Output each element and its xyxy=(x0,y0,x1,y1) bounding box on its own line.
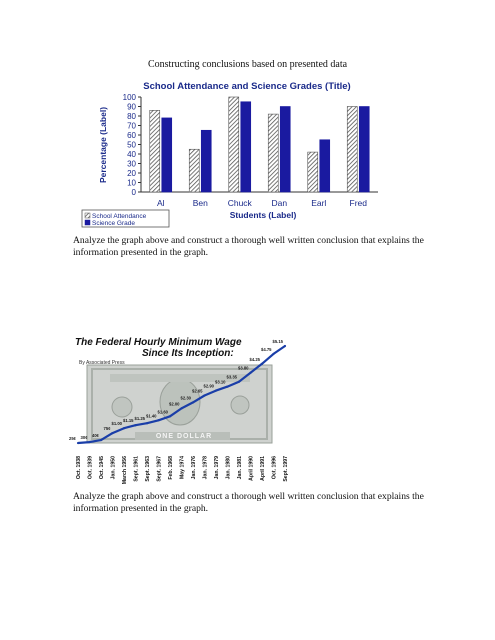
y-tick-label: 90 xyxy=(127,102,136,112)
wage-point-label: $3.35 xyxy=(226,374,237,380)
wage-x-tick-label: Jan. 1981 xyxy=(237,456,243,480)
y-tick-label: 80 xyxy=(127,112,136,121)
y-tick-label: 20 xyxy=(127,169,136,178)
dollar-bill-seal-left xyxy=(112,397,132,417)
bar-chart-y-axis-label: Percentage (Label) xyxy=(98,106,108,184)
y-tick-label: 70 xyxy=(127,121,136,131)
wage-chart-source: By Associated Press xyxy=(79,360,125,366)
wage-point xyxy=(203,394,205,396)
legend-entry: Science Grade xyxy=(92,220,135,227)
x-tick-label: Fred xyxy=(349,198,367,208)
wage-point-label: $1.00 xyxy=(111,421,122,427)
wage-x-tick-label: Sept. 1963 xyxy=(145,456,151,482)
y-tick-label: 100 xyxy=(122,93,136,102)
bar-chart-title: School Attendance and Science Grades (Title) xyxy=(143,81,351,92)
wage-point-label: 25¢ xyxy=(69,436,76,442)
wage-x-tick-label: Oct. 1938 xyxy=(76,456,82,480)
x-tick-label: Chuck xyxy=(227,198,252,208)
x-tick-label: Earl xyxy=(311,198,327,208)
wage-point xyxy=(169,415,171,417)
wage-point xyxy=(226,386,228,388)
wage-point-label: $4.25 xyxy=(249,356,260,362)
wage-x-tick-label: May 1974 xyxy=(179,456,186,480)
bar-chart-x-axis-label: Students (Label) xyxy=(229,210,297,220)
wage-point-label: $3.10 xyxy=(215,379,226,385)
wage-x-tick-label: Sept. 1967 xyxy=(156,456,163,482)
wage-point-label: $1.15 xyxy=(123,418,134,424)
wage-point xyxy=(77,442,79,444)
wage-x-tick-label: Oct. 1945 xyxy=(99,456,105,480)
wage-point xyxy=(180,407,182,409)
y-tick-label: 40 xyxy=(127,150,136,159)
wage-point-label: 40¢ xyxy=(92,433,99,439)
wage-point xyxy=(238,381,240,383)
wage-chart-title: The Federal Hourly Minimum Wage xyxy=(75,337,242,348)
page-heading: Constructing conclusions based on presented data xyxy=(147,59,348,70)
wage-x-tick-label: Oct. 1939 xyxy=(87,456,94,480)
wage-point-label: $4.75 xyxy=(261,346,272,352)
y-tick-label: 50 xyxy=(127,140,136,150)
wage-x-tick-label: Jan. 1980 xyxy=(225,456,232,480)
wage-point xyxy=(100,439,102,441)
wage-x-tick-label: March 1956 xyxy=(122,456,128,485)
wage-x-tick-label: Sept. 1961 xyxy=(133,456,140,482)
wage-point xyxy=(146,422,148,424)
dollar-bill-seal-right xyxy=(231,396,249,414)
wage-x-tick-label: Jan. 1976 xyxy=(191,456,197,480)
wage-point-label: 30¢ xyxy=(80,435,88,441)
wage-point xyxy=(123,427,125,429)
wage-point-label: $3.80 xyxy=(238,365,249,371)
dollar-bill-text: ONE DOLLAR xyxy=(155,433,213,440)
wage-x-tick-label: Oct. 1996 xyxy=(271,456,278,480)
y-tick-label: 60 xyxy=(127,131,136,140)
wage-point-label: 75¢ xyxy=(103,426,111,432)
wage-x-tick-label: Feb. 1968 xyxy=(168,456,174,480)
wage-point-label: $5.15 xyxy=(272,339,283,344)
wage-point-label: $1.40 xyxy=(146,413,157,419)
wage-point-label: $2.65 xyxy=(192,388,203,394)
wage-point xyxy=(111,432,113,434)
wage-point xyxy=(88,441,90,443)
y-tick-label: 30 xyxy=(127,159,136,169)
wage-x-tick-label: Jan. 1979 xyxy=(214,456,220,480)
wage-point xyxy=(272,353,274,355)
y-tick-label: 0 xyxy=(131,188,136,197)
wage-point xyxy=(192,401,194,403)
wage-point xyxy=(261,363,263,365)
wage-x-tick-label: Jan. 1978 xyxy=(202,456,209,480)
wage-point-label: $2.00 xyxy=(169,401,180,407)
wage-point xyxy=(249,372,251,374)
wage-x-tick-label: April 1990 xyxy=(248,456,255,481)
wage-x-tick-label: Jan. 1950 xyxy=(110,456,117,480)
wage-point-label: $1.60 xyxy=(157,409,168,415)
wage-point xyxy=(215,389,217,391)
wage-point-label: $2.30 xyxy=(180,395,191,401)
wage-x-tick-label: Sept. 1997 xyxy=(283,456,289,482)
x-tick-label: Al xyxy=(156,198,165,208)
y-tick-label: 10 xyxy=(127,178,136,188)
x-tick-label: Dan xyxy=(271,198,288,208)
instruction-paragraph-2: Analyze the graph above and construct a thorough well written conclusion that explains the information presented in the graph. xyxy=(73,491,424,514)
wage-point xyxy=(157,419,159,421)
instruction-paragraph-1: Analyze the graph above and construct a thorough well written conclusion that explains the information presented in the graph. xyxy=(73,235,424,258)
wage-point xyxy=(134,424,136,426)
wage-point-label: $1.25 xyxy=(134,416,145,422)
legend-entry: School Attendance xyxy=(92,213,147,220)
wage-x-tick-label: April 1991 xyxy=(260,456,266,481)
wage-point xyxy=(284,345,286,347)
wage-point-label: $2.90 xyxy=(203,383,214,389)
x-tick-label: Ben xyxy=(192,198,208,208)
wage-chart-title-line-2: Since Its Inception: xyxy=(142,348,234,359)
